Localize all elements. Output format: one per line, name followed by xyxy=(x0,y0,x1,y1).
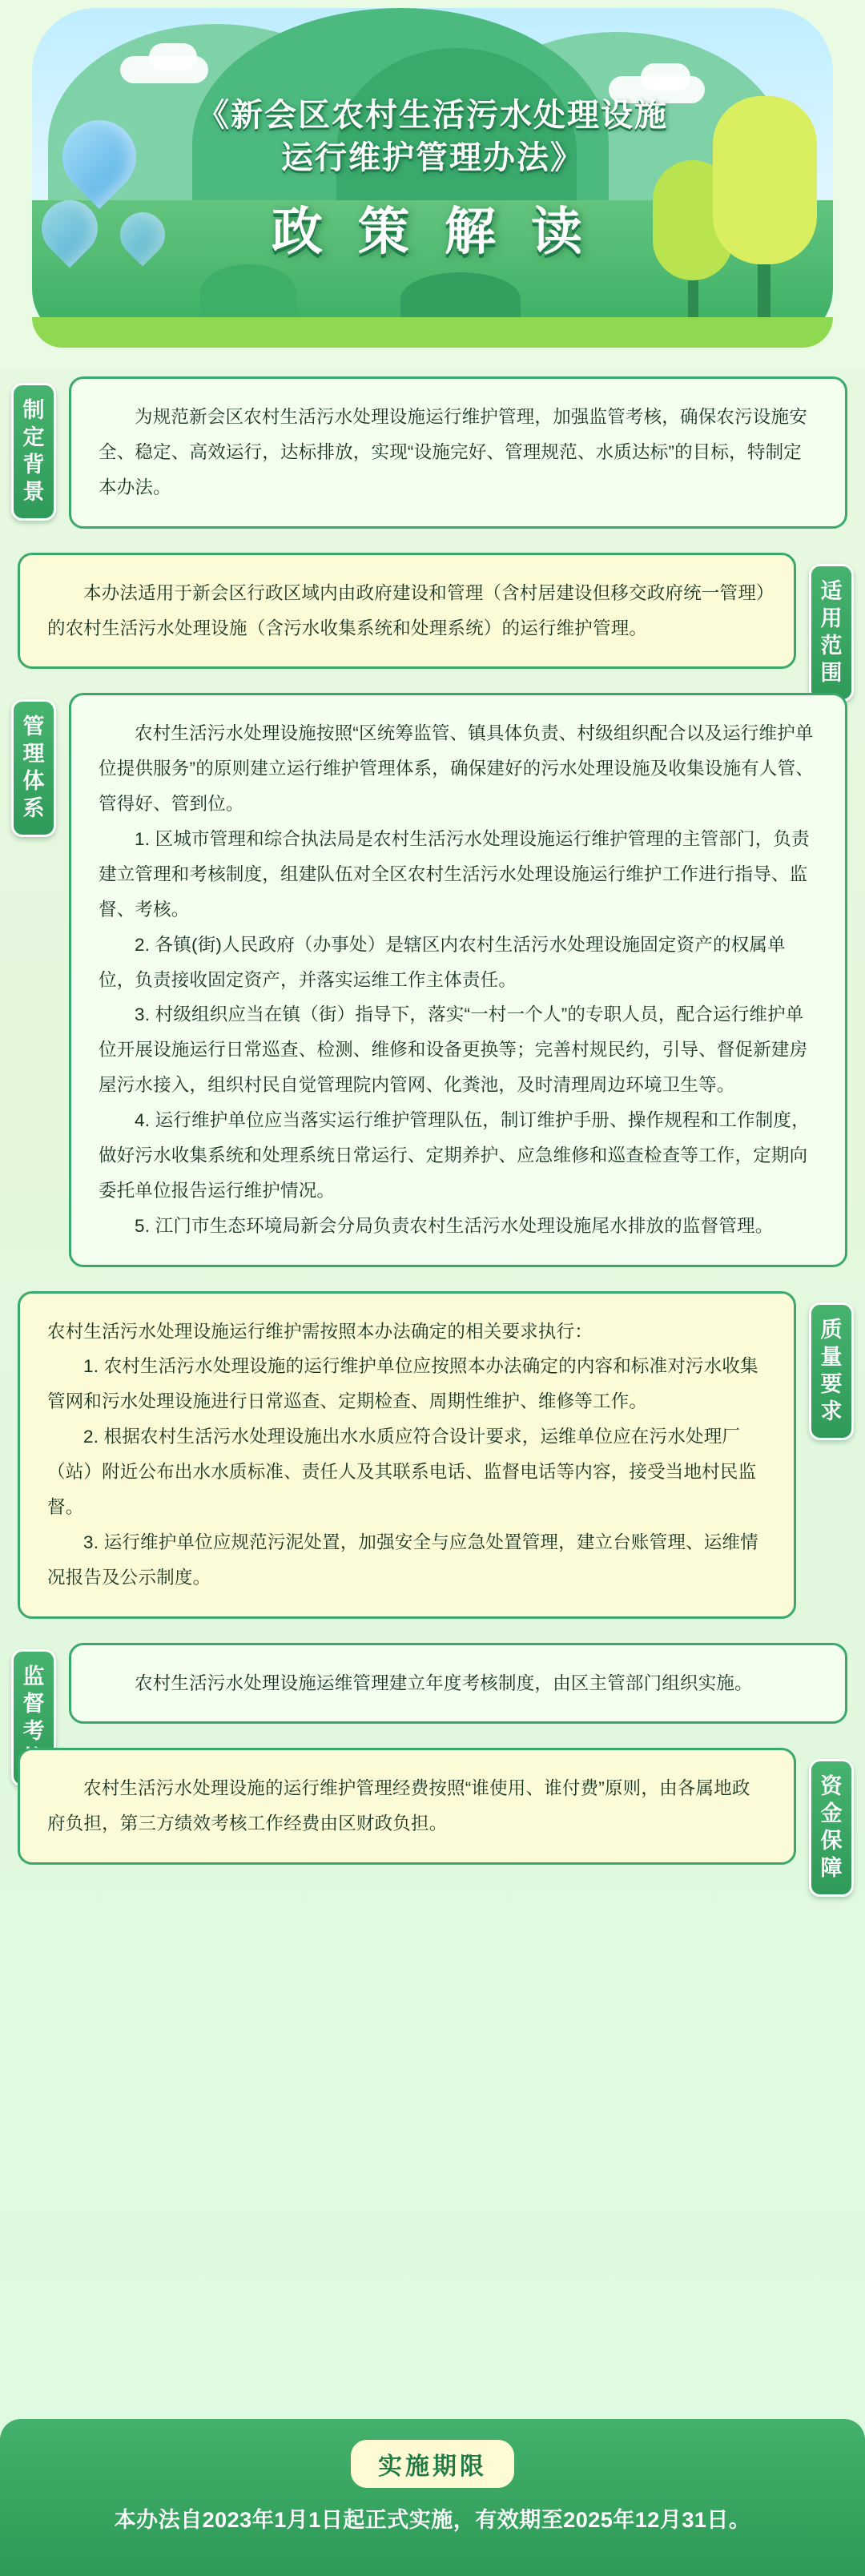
section-card-supervision-assessment xyxy=(69,1643,847,1725)
section-tab-management-system: 管 理 体 系 xyxy=(11,699,56,837)
section-card-management-system xyxy=(69,693,847,1266)
section-scope xyxy=(0,553,865,685)
section-card-background xyxy=(69,376,847,529)
cloud-icon xyxy=(149,43,197,70)
paragraph: 3. 村级组织应当在镇（街）指导下，落实“一村一个人”的专职人员，配合运行维护单位开展设施运行日常巡查、检测、维修和设备更换等；完善村规民约，引导、督促新建房屋污水接入，组织村民自觉管理院内管网、化粪池，及时清理周边环境卫生等。 xyxy=(99,1004,808,1096)
section-tab-quality-requirements: 质 量 要 求 xyxy=(809,1302,854,1440)
title-main: 政 策 解 读 xyxy=(272,203,593,260)
title-line-1: 《新会区农村生活污水处理设施 xyxy=(197,97,668,133)
footer-text: 本办法自2023年1月1日起正式实施，有效期至2025年12月31日。 xyxy=(114,2508,751,2532)
section-management-system xyxy=(0,693,865,1266)
section-quality-requirements xyxy=(0,1291,865,1619)
section-tab-funding-guarantee: 资 金 保 障 xyxy=(809,1759,854,1897)
paragraph: 4. 运行维护单位应当落实运行维护管理队伍，制订维护手册、操作规程和工作制度，做好污水收集系统和处理系统日常运行、定期养护、应急维修和巡查检查等工作，定期向委托单位报告运行维护情况。 xyxy=(99,1110,810,1201)
paragraph: 农村生活污水处理设施按照“区统筹监管、镇具体负责、村级组织配合以及运行维护单位提供服务”的原则建立运行维护管理体系，确保建好的污水处理设施及收集设施有人管、管得好、管到位。 xyxy=(99,723,814,815)
section-tab-supervision-assessment: 监 督 考 xyxy=(11,1649,56,1787)
paragraph: 农村生活污水处理设施运行维护需按照本办法确定的相关要求执行： xyxy=(47,1321,593,1342)
cloud-icon xyxy=(641,63,690,91)
section-tab-background: 制 定 背 景 xyxy=(11,383,56,521)
page-title xyxy=(0,95,865,264)
section-funding-guarantee xyxy=(0,1748,865,1881)
paragraph: 2. 根据农村生活污水处理设施出水水质应符合设计要求，运维单位应在污水处理厂（站）附近公布出水水质标准、责任人及其联系电话、监督电话等内容，接受当地村民监督。 xyxy=(47,1427,757,1517)
title-line-2: 运行维护管理办法》 xyxy=(281,139,584,175)
paragraph: 2. 各镇(街)人民政府（办事处）是辖区内农村生活污水处理设施固定资产的权属单位，负责接收固定资产，并落实运维工作主体责任。 xyxy=(99,934,786,990)
paragraph: 本办法适用于新会区行政区域内由政府建设和管理（含村居建设但移交政府统一管理）的农村生活污水处理设施（含污水收集系统和处理系统）的运行维护管理。 xyxy=(47,582,766,638)
paragraph: 1. 区城市管理和综合执法局是农村生活污水处理设施运行维护管理的主管部门，负责建立管理和考核制度，组建队伍对全区农村生活污水处理设施运行维护工作进行指导、监督、考核。 xyxy=(99,829,810,920)
paragraph: 5. 江门市生态环境局新会分局负责农村生活污水处理设施尾水排放的监督管理。 xyxy=(135,1215,774,1236)
section-card-funding-guarantee xyxy=(18,1748,796,1865)
grass-strip xyxy=(32,317,833,348)
section-card-scope xyxy=(18,553,796,670)
paragraph: 为规范新会区农村生活污水处理设施运行维护管理，加强监管考核，确保农污设施安全、稳定、高效运行，达标排放，实现“设施完好、管理规范、水质达标”的目标，特制定本办法。 xyxy=(99,407,807,497)
section-card-quality-requirements xyxy=(18,1291,796,1619)
section-supervision-assessment xyxy=(0,1643,865,1743)
paragraph: 农村生活污水处理设施的运行维护管理经费按照“谁使用、谁付费”原则，由各属地政府负担，第三方绩效考核工作经费由区财政负担。 xyxy=(47,1778,750,1834)
paragraph: 1. 农村生活污水处理设施的运行维护单位应按照本办法确定的内容和标准对污水收集管网和污水处理设施进行日常巡查、定期检查、周期性维护、维修等工作。 xyxy=(47,1356,758,1412)
section-background xyxy=(0,376,865,529)
header-illustration xyxy=(0,0,865,368)
section-tab-scope: 适 用 范 围 xyxy=(809,564,854,702)
bush-icon xyxy=(200,264,296,320)
paragraph: 农村生活污水处理设施运维管理建立年度考核制度，由区主管部门组织实施。 xyxy=(135,1672,753,1693)
footer-implementation-period xyxy=(0,2419,865,2576)
footer-badge: 实施期限 xyxy=(351,2440,514,2488)
paragraph: 3. 运行维护单位应规范污泥处置，加强安全与应急处置管理，建立台账管理、运维情况报告及公示制度。 xyxy=(47,1532,758,1588)
